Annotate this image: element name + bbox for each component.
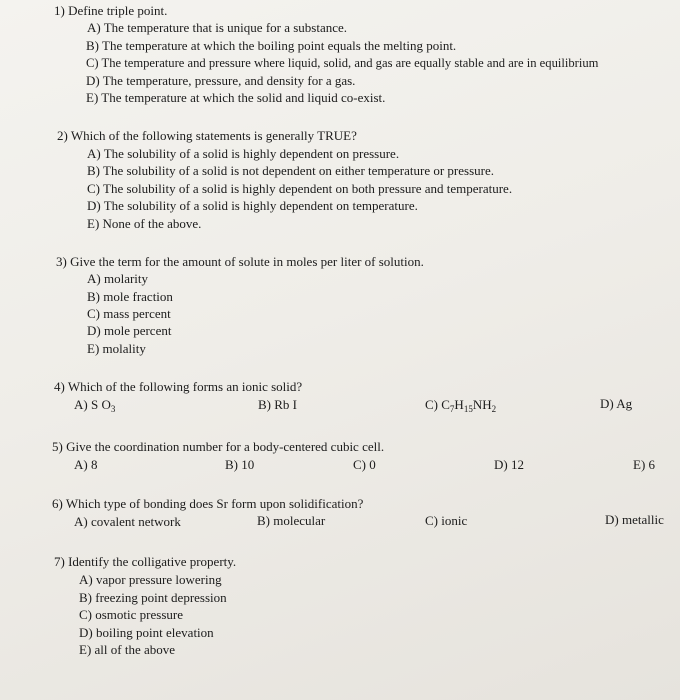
q3-option-a: A) molarity	[87, 271, 149, 286]
q4-option-c-sub-15: 15	[463, 404, 473, 414]
q1-option-a: A) The temperature that is unique for a substance.	[87, 20, 348, 35]
q4-option-c-nh: NH	[472, 397, 492, 412]
q1-option-d: D) The temperature, pressure, and density for a gas.	[86, 73, 356, 88]
q2-option-c: C) The solubility of a solid is highly dependent on both pressure and temperature.	[87, 181, 513, 196]
q2-option-b: B) The solubility of a solid is not dependent on either temperature or pressure.	[87, 163, 494, 178]
q3-option-d: D) mole percent	[87, 323, 172, 338]
q4-option-c-h: H	[454, 397, 464, 412]
q1-option-c: C) The temperature and pressure where liquid, solid, and gas are equally stable and are in equilibrium	[86, 56, 599, 70]
question-1: 1) Define triple point.	[54, 3, 168, 18]
q4-option-d: D) Ag	[600, 396, 633, 411]
q3-option-e: E) molality	[87, 341, 146, 356]
question-7: 7) Identify the colligative property.	[54, 554, 237, 569]
q4-option-a-text: A) S O	[74, 397, 111, 412]
q1-option-e: E) The temperature at which the solid and liquid co-exist.	[86, 90, 386, 105]
q4-option-c-text: C) C	[425, 397, 450, 412]
q5-option-a: A) 8	[74, 457, 98, 472]
q2-option-a: A) The solubility of a solid is highly dependent on pressure.	[87, 146, 400, 161]
q6-option-d: D) metallic	[605, 512, 664, 527]
q1-option-b: B) The temperature at which the boiling point equals the melting point.	[86, 38, 457, 53]
question-6: 6) Which type of bonding does Sr form upon solidification?	[52, 496, 364, 511]
q7-option-a: A) vapor pressure lowering	[79, 572, 222, 587]
q6-option-b: B) molecular	[257, 513, 326, 528]
q6-option-a: A) covalent network	[74, 514, 181, 529]
q7-option-b: B) freezing point depression	[79, 590, 227, 605]
q4-option-a	[74, 397, 115, 413]
q4-option-c-sub-7: 7	[449, 404, 455, 414]
q6-option-c: C) ionic	[425, 513, 468, 528]
q7-option-e: E) all of the above	[79, 642, 176, 657]
question-4: 4) Which of the following forms an ionic solid?	[54, 379, 303, 394]
q3-option-c: C) mass percent	[87, 306, 171, 321]
question-2: 2) Which of the following statements is generally TRUE?	[57, 128, 357, 143]
q5-option-c: C) 0	[353, 457, 376, 472]
q5-option-b: B) 10	[225, 457, 255, 472]
q4-option-a-subscript: 3	[110, 404, 116, 414]
q4-option-b: B) Rb I	[258, 397, 297, 412]
q2-option-e: E) None of the above.	[87, 216, 202, 231]
question-5: 5) Give the coordination number for a body-centered cubic cell.	[52, 439, 385, 454]
question-3: 3) Give the term for the amount of solute in moles per liter of solution.	[56, 254, 424, 269]
q4-option-c	[425, 397, 496, 413]
q5-option-e: E) 6	[633, 457, 656, 472]
q7-option-d: D) boiling point elevation	[79, 625, 214, 640]
q7-option-c: C) osmotic pressure	[79, 607, 183, 622]
q2-option-d: D) The solubility of a solid is highly dependent on temperature.	[87, 198, 418, 213]
q4-option-c-sub-2: 2	[491, 404, 497, 414]
q3-option-b: B) mole fraction	[87, 289, 173, 304]
q5-option-d: D) 12	[494, 457, 524, 472]
